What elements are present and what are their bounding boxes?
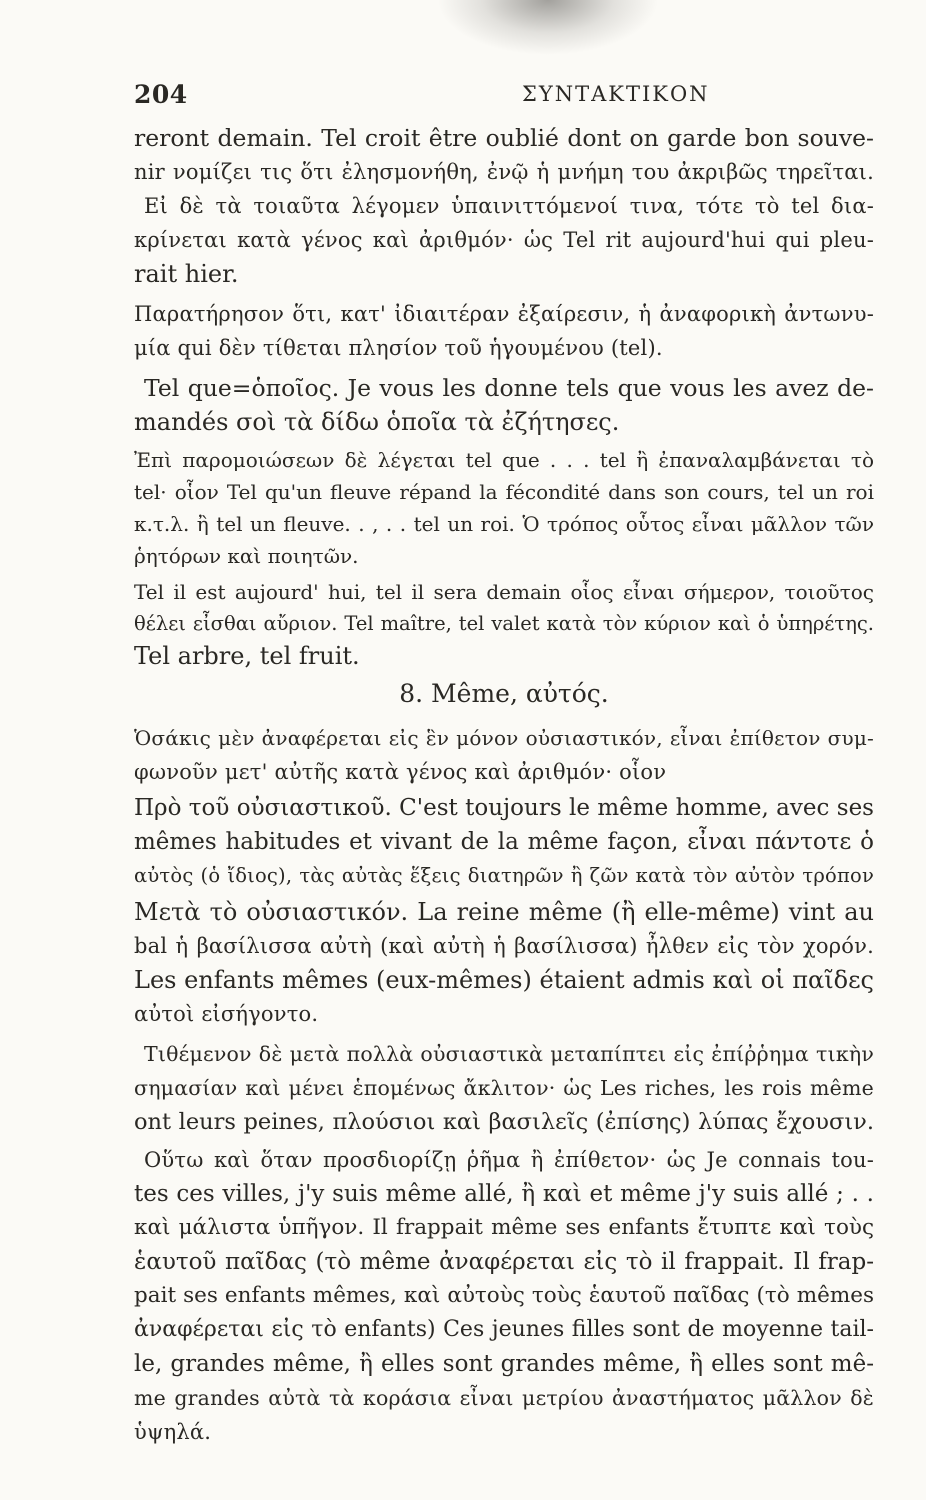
text-line: ἑαυτοῦ παῖδας (τὸ même ἀναφέρεται εἰς τὸ il frappait. Il frap- <box>134 1249 874 1275</box>
text-line: Ὁσάκις μὲν ἀναφέρεται εἰς ἓν μόνον οὐσιαστικόν, εἶναι ἐπίθετον συμ- <box>134 726 874 750</box>
text-line: Πρὸ τοῦ οὐσιαστικοῦ. C'est toujours le même homme, avec ses <box>134 795 874 821</box>
section-heading: 8. Même, αὐτός. <box>399 679 609 708</box>
text-line: αὐτὸς (ὁ ἴδιος), τὰς αὐτὰς ἕξεις διατηρῶν ἢ ζῶν κατὰ τὸν αὐτὸν τρόπον <box>134 864 874 887</box>
text-line: φωνοῦν μετ' αὐτῆς κατὰ γένος καὶ ἀριθμόν· οἷον <box>134 760 667 784</box>
text-line: μία qui δὲν τίθεται πλησίον τοῦ ἡγουμένου (tel). <box>134 336 663 360</box>
text-line: Tel il est aujourd' hui, tel il sera demain οἷος εἶναι σήμερον, τοιοῦτος <box>134 580 874 604</box>
page-number: 204 <box>134 80 188 109</box>
text-line: κρίνεται κατὰ γένος καὶ ἀριθμόν· ὡς Tel rit aujourd'hui qui pleu- <box>134 228 874 252</box>
text-line: Μετὰ τὸ οὐσιαστικόν. La reine même (ἢ elle-même) vint au <box>134 898 874 926</box>
text-line: Tel arbre, tel fruit. <box>134 642 360 670</box>
text-line: me grandes αὐτὰ τὰ κοράσια εἶναι μετρίου ἀναστήματος μᾶλλον δὲ <box>134 1386 874 1410</box>
text-line: ὑψηλά. <box>134 1420 212 1444</box>
page-header <box>134 80 862 120</box>
text-line: ont leurs peines, πλούσιοι καὶ βασιλεῖς (ἐπίσης) λύπας ἔχουσιν. <box>134 1109 874 1135</box>
text-line: Εἰ δὲ τὰ τοιαῦτα λέγομεν ὑπαινιττόμενοί τινα, τότε τὸ tel δια- <box>144 194 874 218</box>
text-line: Tel que=ὁποῖος. Je vous les donne tels que vous les avez de- <box>144 374 874 402</box>
text-line: tel· οἷον Tel qu'un fleuve répand la fécondité dans son cours, tel un roi <box>134 480 874 504</box>
text-line: reront demain. Tel croit être oublié dont on garde bon souve- <box>134 124 874 152</box>
text-line: Ἐπὶ παρομοιώσεων δὲ λέγεται tel que . . . tel ἢ ἐπαναλαμβάνεται τὸ <box>134 448 874 472</box>
text-line: tes ces villes, j'y suis même allé, ἢ καὶ et même j'y suis allé ; . . <box>134 1181 874 1207</box>
text-line: Οὕτω καὶ ὅταν προσδιορίζῃ ῥῆμα ἢ ἐπίθετον· ὡς Je connais tou- <box>144 1148 874 1172</box>
text-line: pait ses enfants mêmes, καὶ αὐτοὺς τοὺς ἑαυτοῦ παῖδας (τὸ mêmes <box>134 1283 874 1308</box>
text-line: mêmes habitudes et vivant de la même façon, εἶναι πάντοτε ὁ <box>134 829 874 855</box>
text-line: Les enfants mêmes (eux-mêmes) étaient admis καὶ οἱ παῖδες <box>134 966 874 994</box>
text-line: le, grandes même, ἢ elles sont grandes même, ἢ elles sont mê- <box>134 1351 874 1377</box>
text-line: Παρατήρησον ὅτι, κατ' ἰδιαιτέραν ἐξαίρεσιν, ἡ ἀναφορικὴ ἀντωνυ- <box>134 302 874 326</box>
text-line: αὐτοὶ εἰσήγοντο. <box>134 1002 319 1026</box>
text-line: bal ἡ βασίλισσα αὐτὴ (καὶ αὐτὴ ἡ βασίλισσα) ἦλθεν εἰς τὸν χορόν. <box>134 934 874 958</box>
running-title: ΣΥΝΤΑΚΤΙΚΟΝ <box>522 82 710 106</box>
text-line: mandés σοὶ τὰ δίδω ὁποῖα τὰ ἐζήτησες. <box>134 408 620 436</box>
text-line: Τιθέμενον δὲ μετὰ πολλὰ οὐσιαστικὰ μεταπίπτει εἰς ἐπίῤῥημα τικὴν <box>144 1042 874 1066</box>
text-line: κ.τ.λ. ἢ tel un fleuve. . , . . tel un roi. Ὁ τρόπος οὗτος εἶναι μᾶλλον τῶν <box>134 512 874 536</box>
text-line: σημασίαν καὶ μένει ἑπομένως ἄκλιτον· ὡς Les riches, les rois même <box>134 1076 874 1100</box>
text-line: ἀναφέρεται εἰς τὸ enfants) Ces jeunes filles sont de moyenne tail- <box>134 1317 874 1342</box>
text-line: ῥητόρων καὶ ποιητῶν. <box>134 544 359 568</box>
text-line: nir νομίζει τις ὅτι ἐλησμονήθη, ἐνῷ ἡ μνήμη του ἀκριβῶς τηρεῖται. <box>134 160 874 184</box>
text-line: θέλει εἶσθαι αὔριον. Tel maître, tel valet κατὰ τὸν κύριον καὶ ὁ ὑπηρέτης. <box>134 612 874 635</box>
text-line: rait hier. <box>134 260 239 288</box>
text-line: καὶ μάλιστα ὑπῆγον. Il frappait même ses enfants ἔτυπτε καὶ τοὺς <box>134 1215 874 1240</box>
